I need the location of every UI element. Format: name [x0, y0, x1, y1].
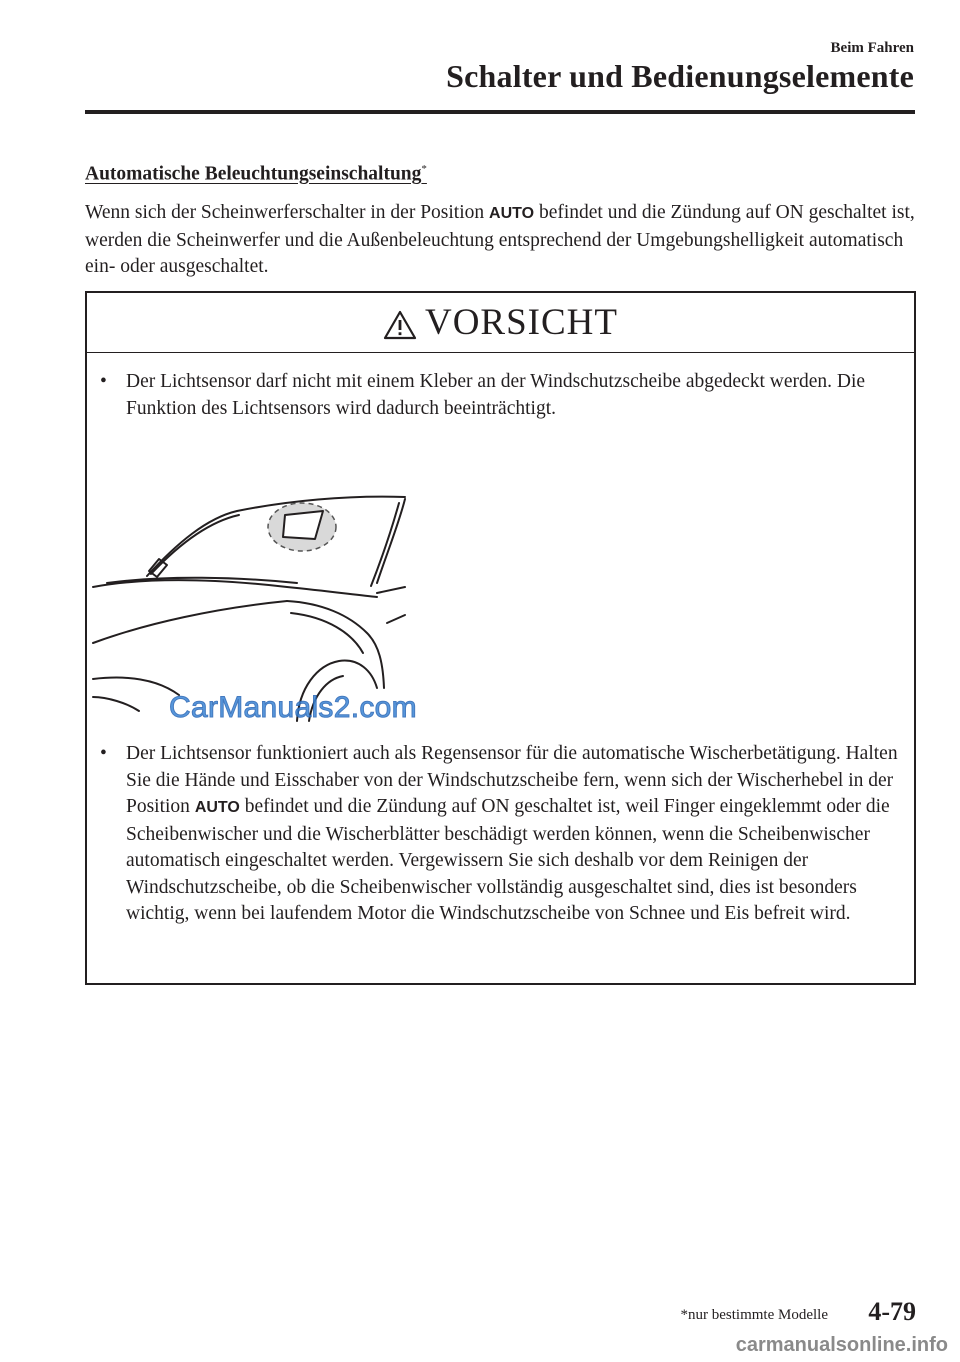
- site-watermark: carmanualsonline.info: [735, 1334, 948, 1356]
- intro-text-end: befindet und die Zündung auf ON geschaltet ist, werden die Scheinwerfer und die Außenbeleuchtung entsprechend der Umgebungshelligkeit automatisch ein- oder ausgeschaltet.: [85, 202, 915, 277]
- bullet-text: [100, 741, 905, 928]
- page-number: 4-79: [868, 1297, 916, 1326]
- light-sensor-illustration: [87, 483, 417, 723]
- header-section: Beim Fahren: [830, 40, 914, 56]
- auto-position-label: AUTO: [489, 205, 535, 222]
- footnote: *nur bestimmte Modelle: [680, 1307, 828, 1323]
- intro-paragraph: [85, 200, 915, 281]
- bullet-text-start: Der Lichtsensor funktioniert auch als Regensensor für die automatische Wischerbetätigung. Halten Sie die Hände und Eisschaber von der Windschutzscheibe fern, wenn sich der Wischerhebel in der Position: [126, 743, 898, 817]
- auto-position-label: AUTO: [194, 799, 240, 816]
- caution-bullet-sticker: [100, 369, 905, 422]
- caution-bullet-rain-sensor: [100, 741, 905, 928]
- bullet-text: Der Lichtsensor darf nicht mit einem Kleber an der Windschutzscheibe abgedeckt werden. Die Funktion des Lichtsensors wird dadurch beeinträchtigt.: [126, 371, 866, 419]
- warning-triangle-icon: [383, 310, 417, 340]
- watermark-text: CarManuals2.com: [169, 691, 417, 724]
- caution-header: [87, 293, 914, 353]
- bullet-text-end: befindet und die Zündung auf ON geschaltet ist, weil Finger eingeklemmt oder die Scheibenwischer und die Wischerblätter beschädigt werden können, wenn die Scheibenwischer automatisch eingeschaltet werden. Vergewissern Sie sich deshalb vor dem Reinigen der Windschutzscheibe, ob die Scheibenwischer vollständig ausgeschaltet sind, dies ist besonders wichtig, wenn bei laufendem Motor die Windschutzscheibe von Schnee und Eis befreit wird.: [126, 796, 890, 924]
- footnote-marker: *: [421, 163, 427, 175]
- caution-box: [85, 291, 916, 985]
- caution-title: VORSICHT: [424, 302, 619, 343]
- section-heading-text: Automatische Beleuchtungseinschaltung: [85, 163, 422, 185]
- intro-text-start: Wenn sich der Scheinwerferschalter in der Position: [85, 202, 490, 223]
- section-heading: [85, 163, 427, 186]
- header-divider: [85, 110, 915, 114]
- bullet-dot: •: [100, 743, 107, 764]
- bullet-dot: •: [100, 371, 107, 392]
- page-title: Schalter und Bedienungselemente: [446, 58, 914, 94]
